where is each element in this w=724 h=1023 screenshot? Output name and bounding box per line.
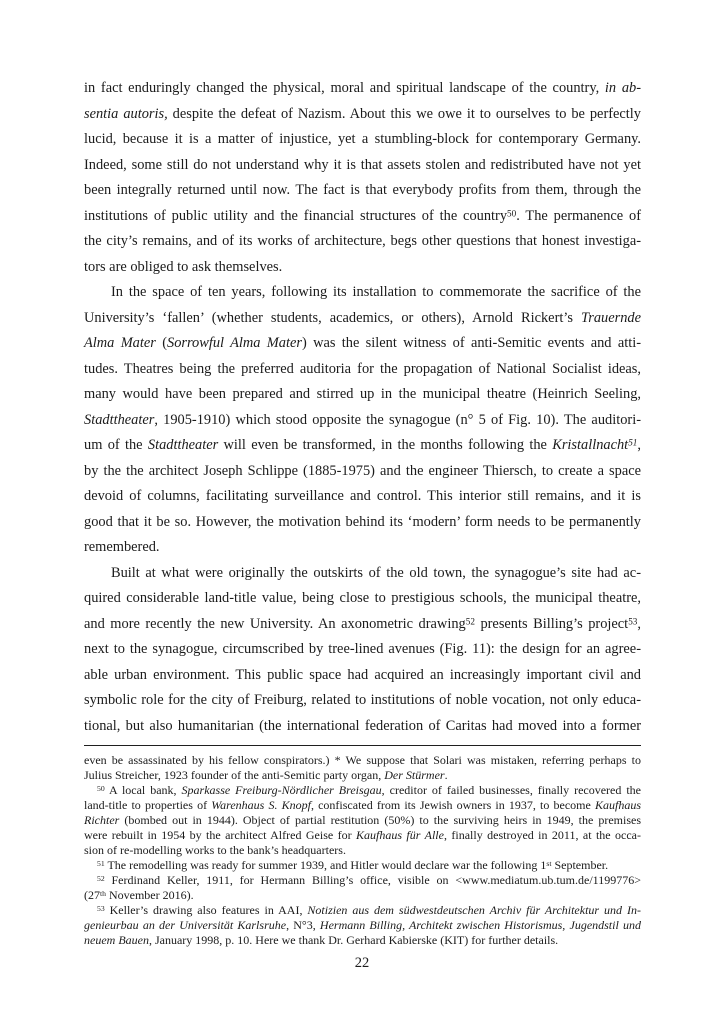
text-run: Warenhaus S. Knopf: [211, 798, 311, 812]
text-run: . The permanence of: [516, 207, 642, 224]
text-run: institutions of public utility and the financial structures of the country: [84, 207, 508, 224]
text-run: , creditor of failed businesses, finally recovered the: [381, 783, 642, 797]
body-text-line: [84, 76, 641, 102]
text-run: Indeed, some still do not understand why it is that assets stolen and redistributed have not yet: [84, 156, 641, 173]
text-run: were rebuilt in 1954 by the architect Alfred Geise for: [84, 828, 357, 842]
text-run: November 2016).: [105, 888, 194, 902]
text-run: symbolic role for the city of Freiburg, related to institutions of noble vocation, not only educa-: [84, 692, 641, 708]
footnote-line: [84, 873, 641, 888]
footnote-ref: 51: [628, 437, 638, 448]
text-run: , N°3,: [286, 918, 320, 932]
text-run: (: [155, 335, 167, 351]
text-run: Alma Mater: [84, 335, 156, 351]
text-run: The remodelling was ready for summer 1939, and Hitler would declare war the following 1: [104, 858, 547, 872]
body-text-line: [84, 688, 641, 714]
text-run: been integrally returned until now. The fact is that everybody profits from them, through the: [84, 182, 641, 198]
text-run: will even be transformed, in the months following the: [218, 437, 553, 453]
text-run: tional, but also humanitarian (the international federation of Caritas had moved into a former: [84, 717, 641, 734]
text-run: In the space of ten years, following its installation to commemorate the sacrifice of the: [111, 284, 641, 300]
footnote-line: [84, 918, 641, 933]
text-run: despite the defeat of Nazism. About this we owe it to ourselves to be perfectly: [167, 105, 641, 122]
footnote-line: [84, 753, 641, 768]
text-run: .: [444, 768, 448, 782]
text-run: Ferdinand Keller, 1911, for Hermann Billing’s office, visible on <www.mediatum.ub.tum.de/1199776>: [104, 873, 641, 887]
text-run: Stadttheater: [147, 437, 219, 453]
footnote-line: [84, 903, 641, 918]
footnote-ref: 53: [628, 616, 638, 626]
footnote-ref: 53: [97, 904, 105, 914]
text-run: Stadttheater: [84, 411, 155, 428]
body-text-line: [84, 204, 641, 230]
body-text-line: [84, 637, 641, 663]
text-run: presents Billing’s project: [474, 615, 629, 632]
text-run: in fact enduringly changed the physical, moral and spiritual landscape of the country,: [84, 80, 605, 96]
text-run: Julius Streicher, 1923 founder of the anti-Semitic party organ,: [84, 768, 385, 782]
text-run: devoid of columns, facilitating surveillance and control. This interior still remains, and it is: [84, 488, 641, 504]
footnote-separator-rule: [84, 745, 641, 746]
text-run: um of the: [84, 437, 148, 453]
text-run: ,: [637, 615, 641, 632]
footnote-line: [84, 783, 641, 798]
body-text-line: [84, 714, 641, 740]
body-text-line: [84, 459, 641, 485]
text-run: by the the architect Joseph Schlippe (1885-1975) and the engineer Thiersch, to create a space: [84, 462, 641, 479]
text-run: the city’s remains, and of its works of architecture, begs other questions that honest investiga-: [84, 233, 641, 249]
body-text-line: [84, 153, 641, 179]
text-run: next to the synagogue, circumscribed by tree-lined avenues (Fig. 11): the design for an agree-: [84, 641, 641, 657]
text-run: Sparkasse Freiburg-Nördlicher Breisgau: [181, 783, 382, 797]
text-run: in ab-: [604, 80, 641, 96]
text-run: tudes. Theatres being the preferred auditoria for the propagation of National Socialist ideas,: [84, 360, 641, 377]
text-run: Trauernde: [581, 309, 641, 326]
body-text-line: [84, 280, 641, 306]
body-text-line: [84, 178, 641, 204]
text-run: ) was the silent witness of anti-Semitic events and atti-: [301, 335, 641, 351]
body-text-line: [84, 127, 641, 153]
text-run: Built at what were originally the outskirts of the old town, the synagogue’s site had ac-: [111, 564, 641, 581]
body-text-line: [84, 612, 641, 638]
body-text-line: [84, 561, 641, 587]
text-run: sion of re-modelling works to the bank’s headquarters.: [84, 843, 346, 857]
text-run: Richter: [84, 813, 120, 827]
body-text-line: [84, 433, 641, 459]
text-run: Kaufhaus: [595, 798, 642, 812]
text-run: (bombed out in 1944). Object of partial restitution (50%) to the surviving heirs in 1949, the premises: [119, 813, 641, 827]
footnote-line: [84, 768, 641, 783]
body-text-line: [84, 255, 641, 281]
text-run: many would have been prepared and stirred up in the municipal theatre (Heinrich Seeling,: [84, 386, 641, 402]
footnote-line: [84, 813, 641, 828]
text-run: quired considerable land-title value, being close to prestigious schools, the municipal theatre,: [84, 590, 641, 606]
page-number: 22: [354, 955, 370, 971]
text-run: Notizien aus dem südwestdeutschen Archiv für Architektur und In-: [307, 903, 641, 917]
text-run: neuem Bauen: [84, 933, 149, 947]
body-text-line: [84, 382, 641, 408]
footnote-ref: 52: [465, 616, 475, 626]
text-run: September.: [551, 858, 609, 872]
footnote-line: [84, 933, 641, 948]
footnote-line: [84, 828, 641, 843]
text-run: Hermann Billing, Architekt zwischen Historismus, Jugendstil und: [319, 918, 641, 932]
text-run: , finally destroyed in 2011, at the occa-: [443, 828, 642, 842]
body-text-line: [84, 484, 641, 510]
text-run: , 1905-1910) which stood opposite the synagogue (n° 5 of Fig. 10). The auditori-: [154, 411, 641, 428]
text-run: (27: [84, 888, 100, 902]
text-run: Sorrowful Alma Mater: [167, 335, 302, 351]
footnote-line: [84, 888, 641, 903]
footnote-line: [84, 843, 641, 858]
text-run: able urban environment. This public space had acquired an increasingly important civil and: [84, 666, 641, 683]
text-run: , confiscated from its Jewish owners in 1937, to become: [310, 798, 595, 812]
body-text: [84, 76, 641, 739]
footnote-ref: 51: [97, 859, 105, 869]
text-run: Der Stürmer: [384, 768, 445, 782]
text-run: lucid, because it is a matter of injustice, yet a stumbling-block for contemporary Germany.: [84, 131, 641, 147]
body-text-line: [84, 586, 641, 612]
text-run: good that it be so. However, the motivation behind its ‘modern’ form needs to be permanently: [84, 513, 641, 530]
footnote-line: [84, 858, 641, 873]
text-run: land-title to properties of: [84, 798, 212, 812]
footnote-ref: st: [546, 859, 552, 869]
text-run: even be assassinated by his fellow conspirators.) * We suppose that Solari was mistaken, referring perhaps to: [84, 753, 641, 767]
body-text-line: [84, 408, 641, 434]
text-run: Kaufhaus für Alle: [356, 828, 444, 842]
body-text-line: [84, 357, 641, 383]
text-run: remembered.: [84, 539, 160, 555]
text-run: genieurbau an der Universität Karlsruhe: [84, 918, 287, 932]
text-run: University’s ‘fallen’ (whether students, academics, or others), Arnold Rickert’s: [84, 309, 582, 326]
text-run: and more recently the new University. An axonometric drawing: [84, 615, 466, 632]
text-run: , January 1998, p. 10. Here we thank Dr. Gerhard Kabierske (KIT) for further details.: [148, 933, 559, 947]
text-run: sentia autoris,: [84, 105, 168, 122]
text-run: ,: [637, 437, 641, 453]
body-text-line: [84, 306, 641, 332]
body-text-line: [84, 510, 641, 536]
body-text-line: [84, 102, 641, 128]
footnote-ref: 52: [97, 874, 105, 884]
footnotes-block: [84, 753, 641, 948]
footnote-ref: th: [100, 889, 106, 899]
text-run: A local bank,: [104, 783, 182, 797]
footnote-ref: 50: [97, 784, 105, 794]
text-run: Keller’s drawing also features in AAI,: [104, 903, 308, 917]
footnote-ref: 50: [507, 208, 517, 218]
body-text-line: [84, 229, 641, 255]
body-text-line: [84, 535, 641, 561]
footnote-line: [84, 798, 641, 813]
body-text-line: [84, 331, 641, 357]
text-run: tors are obliged to ask themselves.: [84, 258, 283, 275]
body-text-line: [84, 663, 641, 689]
text-run: Kristallnacht: [552, 437, 629, 453]
